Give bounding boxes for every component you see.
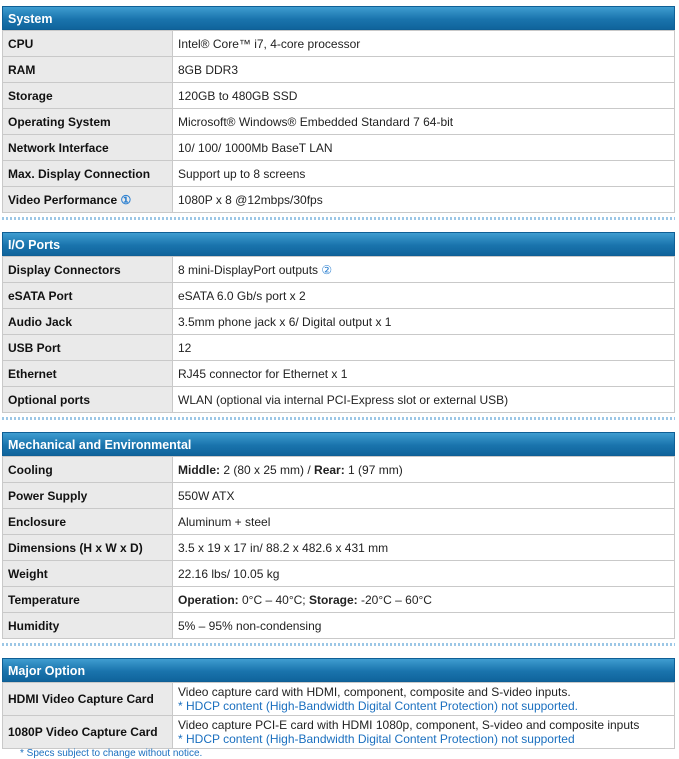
- spec-value: 3.5 x 19 x 17 in/ 88.2 x 482.6 x 431 mm: [173, 535, 675, 561]
- spec-subvalue: 1 (97 mm): [344, 462, 403, 477]
- spec-value: WLAN (optional via internal PCI-Express slot or external USB): [173, 387, 675, 413]
- spec-sublabel: Rear:: [314, 462, 345, 477]
- spec-subvalue: -20°C – 60°C: [357, 592, 432, 607]
- footnote-marker-1[interactable]: ①: [120, 192, 132, 207]
- system-section: [2, 6, 675, 220]
- spec-value-text: Video capture PCI-E card with HDMI 1080p, component, S-video and composite inputs: [178, 718, 640, 732]
- spec-label: Weight: [3, 561, 173, 587]
- spec-value: RJ45 connector for Ethernet x 1: [173, 361, 675, 387]
- spec-label: Storage: [3, 83, 173, 109]
- table-row: [3, 161, 675, 187]
- table-row: [3, 283, 675, 309]
- spec-label: Display Connectors: [3, 257, 173, 283]
- section-divider: [2, 217, 675, 220]
- section-header: System: [2, 6, 675, 30]
- spec-label: CPU: [3, 31, 173, 57]
- spec-value: eSATA 6.0 Gb/s port x 2: [173, 283, 675, 309]
- spec-label: HDMI Video Capture Card: [3, 683, 173, 716]
- table-row: [3, 387, 675, 413]
- section-divider: [2, 417, 675, 420]
- table-row: [3, 509, 675, 535]
- spec-value: 10/ 100/ 1000Mb BaseT LAN: [173, 135, 675, 161]
- spec-label: Humidity: [3, 613, 173, 639]
- table-row: [3, 83, 675, 109]
- spec-value-text: Video capture card with HDMI, component, composite and S-video inputs.: [178, 685, 571, 699]
- spec-value: Intel® Core™ i7, 4-core processor: [173, 31, 675, 57]
- spec-label: eSATA Port: [3, 283, 173, 309]
- table-row: [3, 535, 675, 561]
- spec-label: Network Interface: [3, 135, 173, 161]
- spec-label-text: Video Performance: [8, 192, 118, 207]
- spec-value: 1080P x 8 @12mbps/30fps: [173, 187, 675, 213]
- section-header: Mechanical and Environmental: [2, 432, 675, 456]
- spec-value: 3.5mm phone jack x 6/ Digital output x 1: [173, 309, 675, 335]
- hdcp-note: * HDCP content (High-Bandwidth Digital Content Protection) not supported.: [178, 699, 578, 713]
- spec-subvalue: 0°C – 40°C;: [238, 592, 309, 607]
- spec-subvalue: 2 (80 x 25 mm) /: [220, 462, 315, 477]
- spec-table: [2, 456, 675, 639]
- spec-label: Operating System: [3, 109, 173, 135]
- table-row: [3, 683, 675, 716]
- spec-value: [173, 716, 675, 749]
- spec-sublabel: Operation:: [178, 592, 239, 607]
- spec-label: RAM: [3, 57, 173, 83]
- table-row: [3, 309, 675, 335]
- table-row: [3, 109, 675, 135]
- spec-value-text: 8 mini-DisplayPort outputs: [178, 262, 319, 277]
- spec-value: 12: [173, 335, 675, 361]
- major-option-section: [2, 658, 675, 749]
- spec-sublabel: Middle:: [178, 462, 220, 477]
- spec-value: 8GB DDR3: [173, 57, 675, 83]
- spec-value: Support up to 8 screens: [173, 161, 675, 187]
- spec-label: USB Port: [3, 335, 173, 361]
- spec-value: 22.16 lbs/ 10.05 kg: [173, 561, 675, 587]
- spec-sublabel: Storage:: [308, 592, 358, 607]
- section-header: I/O Ports: [2, 232, 675, 256]
- spec-label: Enclosure: [3, 509, 173, 535]
- footer-note: * Specs subject to change without notice.: [20, 748, 203, 759]
- table-row: [3, 187, 675, 213]
- spec-table: [2, 30, 675, 213]
- spec-label: Dimensions (H x W x D): [3, 535, 173, 561]
- spec-value: [173, 587, 675, 613]
- spec-value: 120GB to 480GB SSD: [173, 83, 675, 109]
- table-row: [3, 57, 675, 83]
- spec-value: 5% – 95% non-condensing: [173, 613, 675, 639]
- spec-table: [2, 256, 675, 413]
- table-row: [3, 31, 675, 57]
- spec-value: Aluminum + steel: [173, 509, 675, 535]
- spec-value: [173, 257, 675, 283]
- table-row: [3, 716, 675, 749]
- spec-value: Microsoft® Windows® Embedded Standard 7 64-bit: [173, 109, 675, 135]
- spec-label: Optional ports: [3, 387, 173, 413]
- table-row: [3, 361, 675, 387]
- section-header: Major Option: [2, 658, 675, 682]
- spec-label: Ethernet: [3, 361, 173, 387]
- table-row: [3, 135, 675, 161]
- section-divider: [2, 643, 675, 646]
- spec-label: Cooling: [3, 457, 173, 483]
- hdcp-note: * HDCP content (High-Bandwidth Digital Content Protection) not supported: [178, 732, 575, 746]
- table-row: [3, 483, 675, 509]
- spec-value: [173, 457, 675, 483]
- table-row: [3, 587, 675, 613]
- spec-value: [173, 683, 675, 716]
- table-row: [3, 335, 675, 361]
- spec-label: [3, 187, 173, 213]
- footnote-marker-2[interactable]: ②: [321, 262, 333, 277]
- spec-label: Max. Display Connection: [3, 161, 173, 187]
- table-row: [3, 613, 675, 639]
- mechanical-section: [2, 432, 675, 646]
- spec-label: Temperature: [3, 587, 173, 613]
- table-row: [3, 257, 675, 283]
- spec-value: 550W ATX: [173, 483, 675, 509]
- io-ports-section: [2, 232, 675, 420]
- spec-label: 1080P Video Capture Card: [3, 716, 173, 749]
- spec-label: Audio Jack: [3, 309, 173, 335]
- table-row: [3, 561, 675, 587]
- table-row: [3, 457, 675, 483]
- spec-label: Power Supply: [3, 483, 173, 509]
- spec-table: [2, 682, 675, 749]
